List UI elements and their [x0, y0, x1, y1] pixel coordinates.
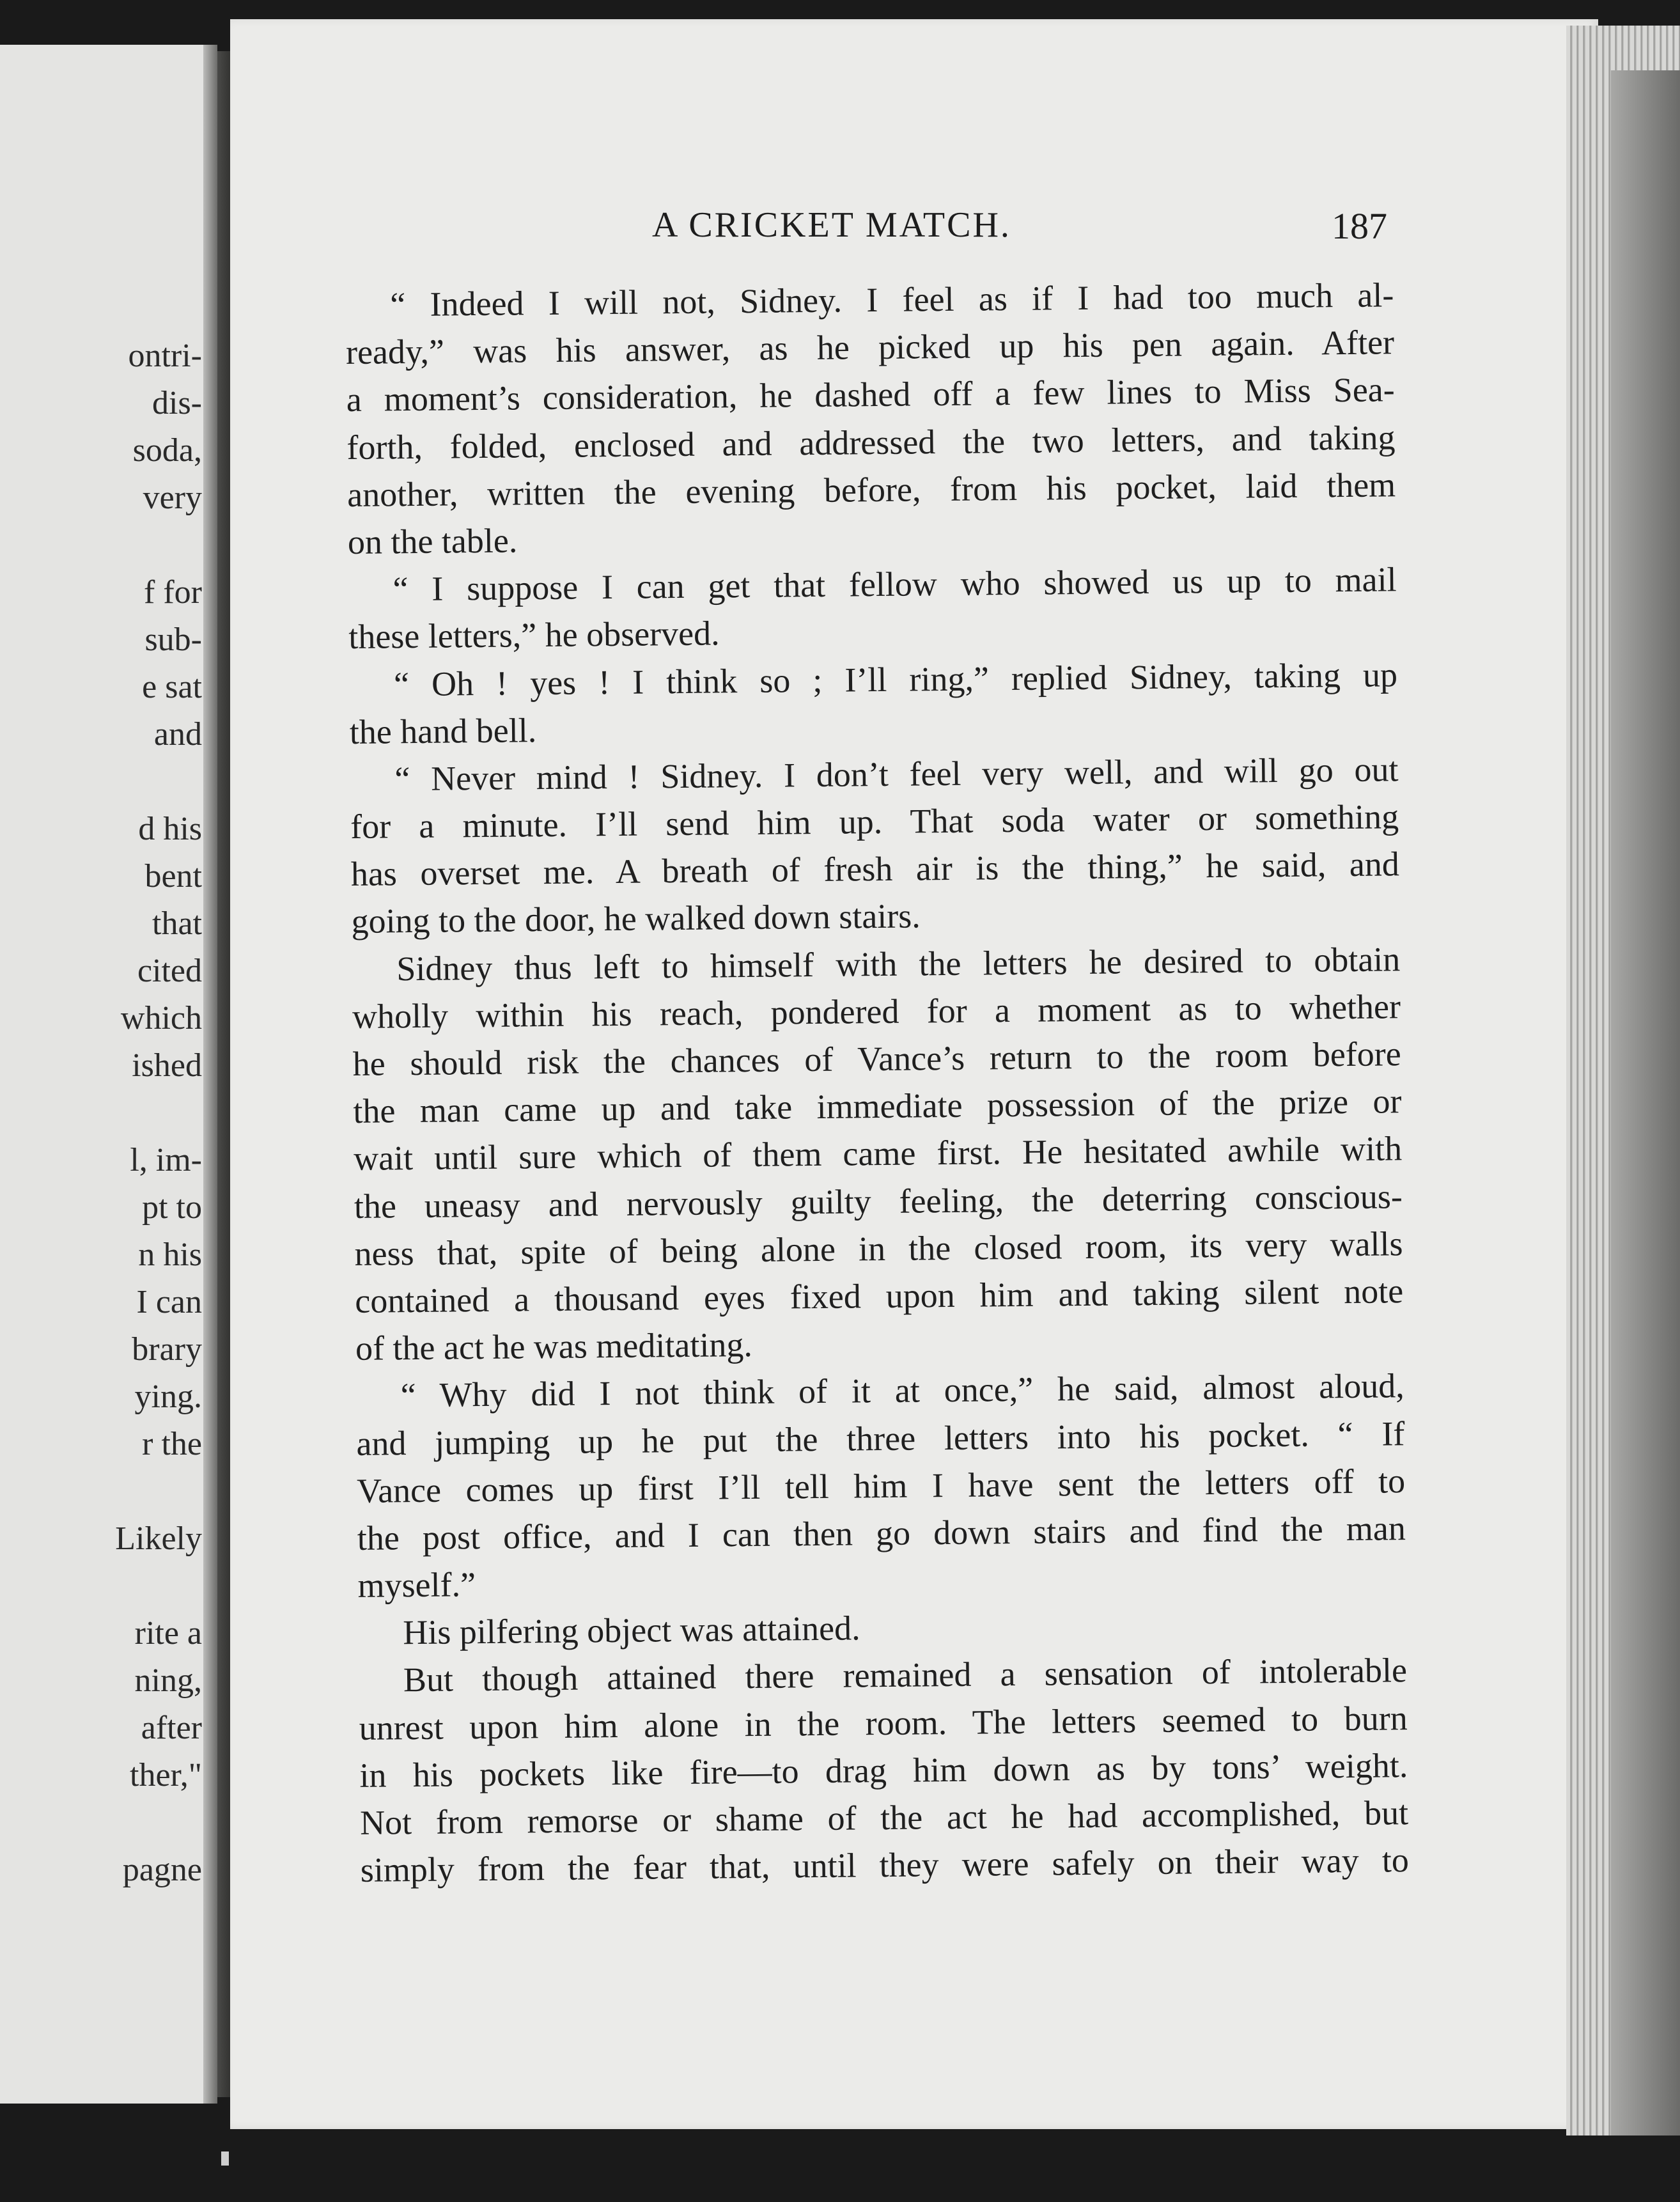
left-page-fragment: and	[153, 716, 202, 753]
left-page-fragment: after	[141, 1710, 202, 1746]
left-page-fragment: pagne	[122, 1852, 202, 1888]
left-page-fragment: ning,	[134, 1662, 202, 1699]
left-page-fragment: f for	[144, 574, 202, 611]
text-line: forth, folded, enclosed and addressed the two letters, and taking	[346, 418, 1396, 467]
left-page-fragment	[10, 758, 202, 806]
left-page-text-fragments	[10, 332, 202, 1894]
left-page-fragment: that	[152, 905, 202, 942]
text-line: wait until sure which of them came first. He hesitated awhile with	[353, 1129, 1403, 1178]
left-page	[0, 45, 217, 2104]
text-line: the hand bell.	[349, 710, 537, 751]
scan-mark	[221, 2151, 229, 2166]
text-line: in his pockets like fire—to drag him down as by tons’ weight.	[359, 1745, 1408, 1795]
left-page-fragment: ished	[132, 1047, 202, 1084]
left-page-fragment: soda,	[132, 432, 202, 469]
left-page-fragment: l, im-	[130, 1142, 202, 1178]
left-page-fragment	[10, 1089, 202, 1137]
left-page-fragment: r the	[142, 1426, 202, 1462]
text-line: and jumping up he put the three letters into his pocket. “ If	[356, 1414, 1405, 1463]
text-line: “ Oh ! yes ! I think so ; I’ll ring,” replied Sidney, taking up	[393, 655, 1398, 703]
text-line: “ Never mind ! Sidney. I don’t feel very well, and will go out	[394, 750, 1399, 799]
text-line: wholly within his reach, pondered for a moment as to whether	[352, 987, 1401, 1036]
text-line: “ Indeed I will not, Sidney. I feel as if I had too much al-	[390, 276, 1394, 324]
left-page-fragment: ther,"	[130, 1757, 202, 1793]
left-page-fragment: ontri-	[128, 338, 202, 374]
text-line: on the table.	[347, 521, 518, 561]
text-line: another, written the evening before, from his pocket, laid them	[346, 465, 1396, 514]
text-line: these letters,” he observed.	[348, 614, 720, 657]
left-page-fragment: dis-	[152, 385, 202, 421]
text-line: myself.”	[357, 1565, 476, 1605]
left-page-fragment: brary	[132, 1331, 202, 1368]
left-page-fragment	[10, 1563, 202, 1610]
text-line: he should risk the chances of Vance’s return to the room before	[352, 1035, 1401, 1083]
text-line: Sidney thus left to himself with the letters he desired to obtain	[396, 939, 1401, 988]
text-line: contained a thousand eyes fixed upon him and taking silent note	[355, 1272, 1404, 1320]
text-line: a moment’s consideration, he dashed off a few lines to Miss Sea-	[346, 370, 1395, 419]
left-page-fragment	[10, 1468, 202, 1515]
left-page-fragment: e sat	[142, 669, 202, 705]
left-page-fragment: I can	[136, 1284, 202, 1320]
left-page-fragment: bent	[144, 858, 202, 894]
left-page-fragment: rite a	[134, 1615, 202, 1652]
left-page-fragment: sub-	[144, 621, 202, 658]
left-page-fragment: d his	[138, 811, 202, 847]
left-page-fragment: very	[143, 480, 202, 516]
text-line: unrest upon him alone in the room. The letters seemed to burn	[359, 1698, 1408, 1747]
page-edges	[1566, 26, 1680, 2136]
page-number: 187	[1332, 205, 1387, 247]
left-page-fragment: pt to	[142, 1189, 202, 1226]
body-text	[345, 271, 1409, 1894]
text-line: ness that, spite of being alone in the closed room, its very walls	[354, 1224, 1403, 1273]
left-page-fragment: cited	[137, 953, 202, 989]
text-line: His pilfering object was attained.	[403, 1609, 860, 1652]
text-line: “ Why did I not think of it at once,” he said, almost aloud,	[400, 1366, 1404, 1415]
text-line: of the act he was meditating.	[355, 1325, 753, 1368]
left-page-fragment: ying.	[134, 1378, 202, 1415]
text-line: for a minute. I’ll send him up. That soda water or something	[350, 797, 1399, 847]
text-line: But though attained there remained a sensation of intolerable	[403, 1651, 1408, 1699]
text-line: going to the door, he walked down stairs.	[351, 896, 921, 941]
running-head	[345, 205, 1387, 262]
left-page-fragment	[10, 522, 202, 569]
text-line: simply from the fear that, until they were safely on their way to	[360, 1841, 1410, 1890]
text-line: ready,” was his answer, as he picked up his pen again. After	[345, 323, 1395, 372]
text-line: the post office, and I can then go down stairs and find the man	[357, 1509, 1406, 1558]
left-page-fragment: n his	[138, 1237, 202, 1273]
left-page-fragment: Likely	[115, 1520, 202, 1557]
left-page-gutter-shadow	[203, 45, 217, 2104]
text-line: Vance comes up first I’ll tell him I have sent the letters off to	[356, 1461, 1406, 1510]
running-head-title: A CRICKET MATCH.	[652, 205, 1011, 245]
text-line: the man came up and take immediate possession of the prize or	[353, 1082, 1402, 1131]
text-line: Not from remorse or shame of the act he had accomplished, but	[359, 1793, 1409, 1842]
page-edge-shadow	[1611, 70, 1680, 2136]
text-line: has overset me. A breath of fresh air is the thing,” he said, and	[350, 845, 1400, 894]
text-line: the uneasy and nervously guilty feeling, the deterring conscious-	[354, 1176, 1403, 1226]
text-line: “ I suppose I can get that fellow who showed us up to mail	[393, 560, 1397, 609]
left-page-fragment	[10, 1799, 202, 1847]
left-page-fragment: which	[120, 1000, 202, 1036]
